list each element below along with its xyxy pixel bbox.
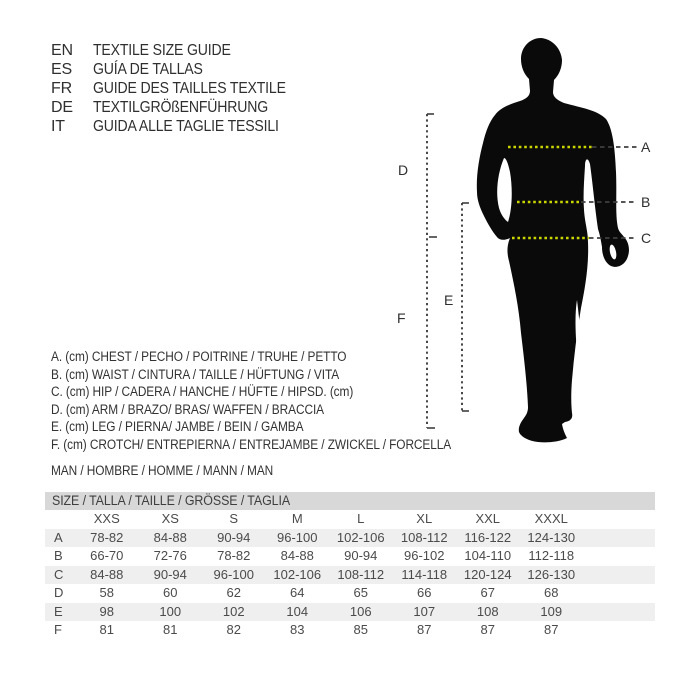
- measurement-legend: [51, 348, 506, 480]
- filler-cell: [583, 603, 655, 622]
- table-cell: 96-102: [404, 548, 445, 563]
- table-cell: 108-112: [393, 529, 457, 548]
- size-header-xs: XS: [161, 511, 179, 526]
- filler-cell: [583, 621, 655, 640]
- table-cell: 78-82: [75, 529, 139, 548]
- lang-code: IT: [51, 118, 65, 135]
- table-cell: 102: [202, 603, 266, 622]
- table-cell: 90-94: [344, 548, 378, 563]
- table-cell: 83: [290, 622, 305, 637]
- table-cell: 66: [417, 585, 432, 600]
- table-cell: 124-130: [520, 529, 584, 548]
- lang-row-fr: [51, 79, 312, 98]
- size-header-s: S: [229, 511, 239, 526]
- table-cell: 68: [544, 585, 559, 600]
- table-cell: 112-118: [528, 548, 575, 563]
- label-chest-A: A: [641, 139, 651, 155]
- table-cell: 102-106: [266, 566, 330, 585]
- table-cell: 84-88: [280, 548, 314, 563]
- filler-cell: [583, 529, 655, 548]
- table-cell: 108: [456, 603, 520, 622]
- table-cell: 102-106: [329, 529, 393, 548]
- filler-cell: [583, 510, 655, 529]
- lang-title: TEXTILE SIZE GUIDE: [93, 42, 231, 59]
- filler-cell: [583, 566, 655, 585]
- table-cell: 90-94: [139, 566, 203, 585]
- lang-row-it: [51, 117, 312, 136]
- table-cell: 98: [75, 603, 139, 622]
- table-cell: 65: [353, 585, 368, 600]
- table-cell: 81: [163, 622, 178, 637]
- filler-cell: [583, 547, 655, 566]
- table-cell: 100: [139, 603, 203, 622]
- legend-item-arm: D. (cm) ARM / BRAZO/ BRAS/ WAFFEN / BRACCIA: [51, 401, 325, 417]
- lang-title: GUÍA DE TALLAS: [93, 61, 203, 78]
- lang-row-es: [51, 60, 312, 79]
- legend-item-leg: E. (cm) LEG / PIERNA/ JAMBE / BEIN / GAMBA: [51, 419, 304, 434]
- table-cell: 67: [480, 585, 495, 600]
- row-label: A: [45, 529, 75, 548]
- table-cell: 126-130: [520, 566, 584, 585]
- table-cell: 87: [417, 622, 432, 637]
- label-arm-D: D: [398, 162, 409, 178]
- label-crotch-F: F: [397, 310, 406, 326]
- lang-row-en: [51, 41, 312, 60]
- table-cell: 90-94: [202, 529, 266, 548]
- table-cell: 66-70: [90, 548, 124, 563]
- table-cell: 120-124: [456, 566, 520, 585]
- row-label: C: [45, 566, 75, 585]
- table-cell: 84-88: [139, 529, 203, 548]
- table-cell: 82: [226, 622, 241, 637]
- table-cell: 62: [226, 585, 241, 600]
- table-cell: 96-100: [202, 566, 266, 585]
- size-table-grid: [45, 510, 655, 640]
- lang-row-de: [51, 98, 312, 117]
- table-cell: 106: [329, 603, 393, 622]
- table-cell: 104-110: [464, 548, 512, 563]
- table-cell: 64: [290, 585, 305, 600]
- table-cell: 87: [544, 622, 559, 637]
- label-leg-E: E: [444, 292, 454, 308]
- row-label: F: [54, 622, 62, 637]
- table-cell: 72-76: [153, 548, 187, 563]
- corner-cell: [45, 510, 75, 529]
- row-label: D: [54, 585, 64, 600]
- lang-code: ES: [51, 61, 72, 78]
- lang-title: TEXTILGRÖßENFÜHRUNG: [93, 99, 269, 116]
- table-cell: 109: [520, 603, 584, 622]
- table-cell: 107: [393, 603, 457, 622]
- size-header-xxxl: XXXL: [534, 511, 568, 526]
- row-label: B: [54, 548, 63, 563]
- label-hip-C: C: [641, 230, 652, 246]
- size-table: [45, 492, 655, 640]
- legend-item-chest: A. (cm) CHEST / PECHO / POITRINE / TRUHE / PETTO: [51, 349, 347, 364]
- language-title-list: [51, 41, 312, 136]
- legend-item-hip: C. (cm) HIP / CADERA / HANCHE / HÜFTE / HIPSD. (cm): [51, 384, 354, 399]
- size-header-l: L: [357, 511, 365, 526]
- table-cell: 87: [480, 622, 495, 637]
- table-cell: 85: [353, 622, 368, 637]
- lang-title: GUIDA ALLE TAGLIE TESSILI: [93, 118, 279, 135]
- lang-code: DE: [51, 99, 73, 116]
- legend-item-crotch: F. (cm) CROTCH/ ENTREPIERNA / ENTREJAMBE / ZWICKEL / FORCELLA: [51, 436, 452, 452]
- size-header-xxs: XXS: [93, 511, 120, 526]
- size-header-xl: XL: [416, 511, 433, 526]
- table-cell: 84-88: [75, 566, 139, 585]
- row-label: E: [45, 603, 75, 622]
- table-cell: 96-100: [266, 529, 330, 548]
- lang-title: GUIDE DES TAILLES TEXTILE: [93, 80, 286, 97]
- legend-item-waist: B. (cm) WAIST / CINTURA / TAILLE / HÜFTUNG / VITA: [51, 366, 340, 382]
- table-cell: 114-118: [393, 566, 457, 585]
- lang-code: EN: [51, 42, 73, 59]
- size-header-m: M: [291, 511, 303, 526]
- table-cell: 108-112: [329, 566, 393, 585]
- lang-code: FR: [51, 80, 72, 97]
- size-header-xxl: XXL: [475, 511, 501, 526]
- table-cell: 104: [266, 603, 330, 622]
- table-cell: 58: [99, 585, 114, 600]
- label-waist-B: B: [641, 194, 651, 210]
- table-cell: 60: [163, 585, 178, 600]
- gender-line: MAN / HOMBRE / HOMME / MANN / MAN: [51, 463, 274, 478]
- filler-cell: [583, 584, 655, 603]
- table-cell: 81: [99, 622, 114, 637]
- table-cell: 116-122: [456, 529, 520, 548]
- size-table-title-band: SIZE / TALLA / TAILLE / GRÖSSE / TAGLIA: [45, 492, 655, 510]
- table-cell: 78-82: [217, 548, 251, 563]
